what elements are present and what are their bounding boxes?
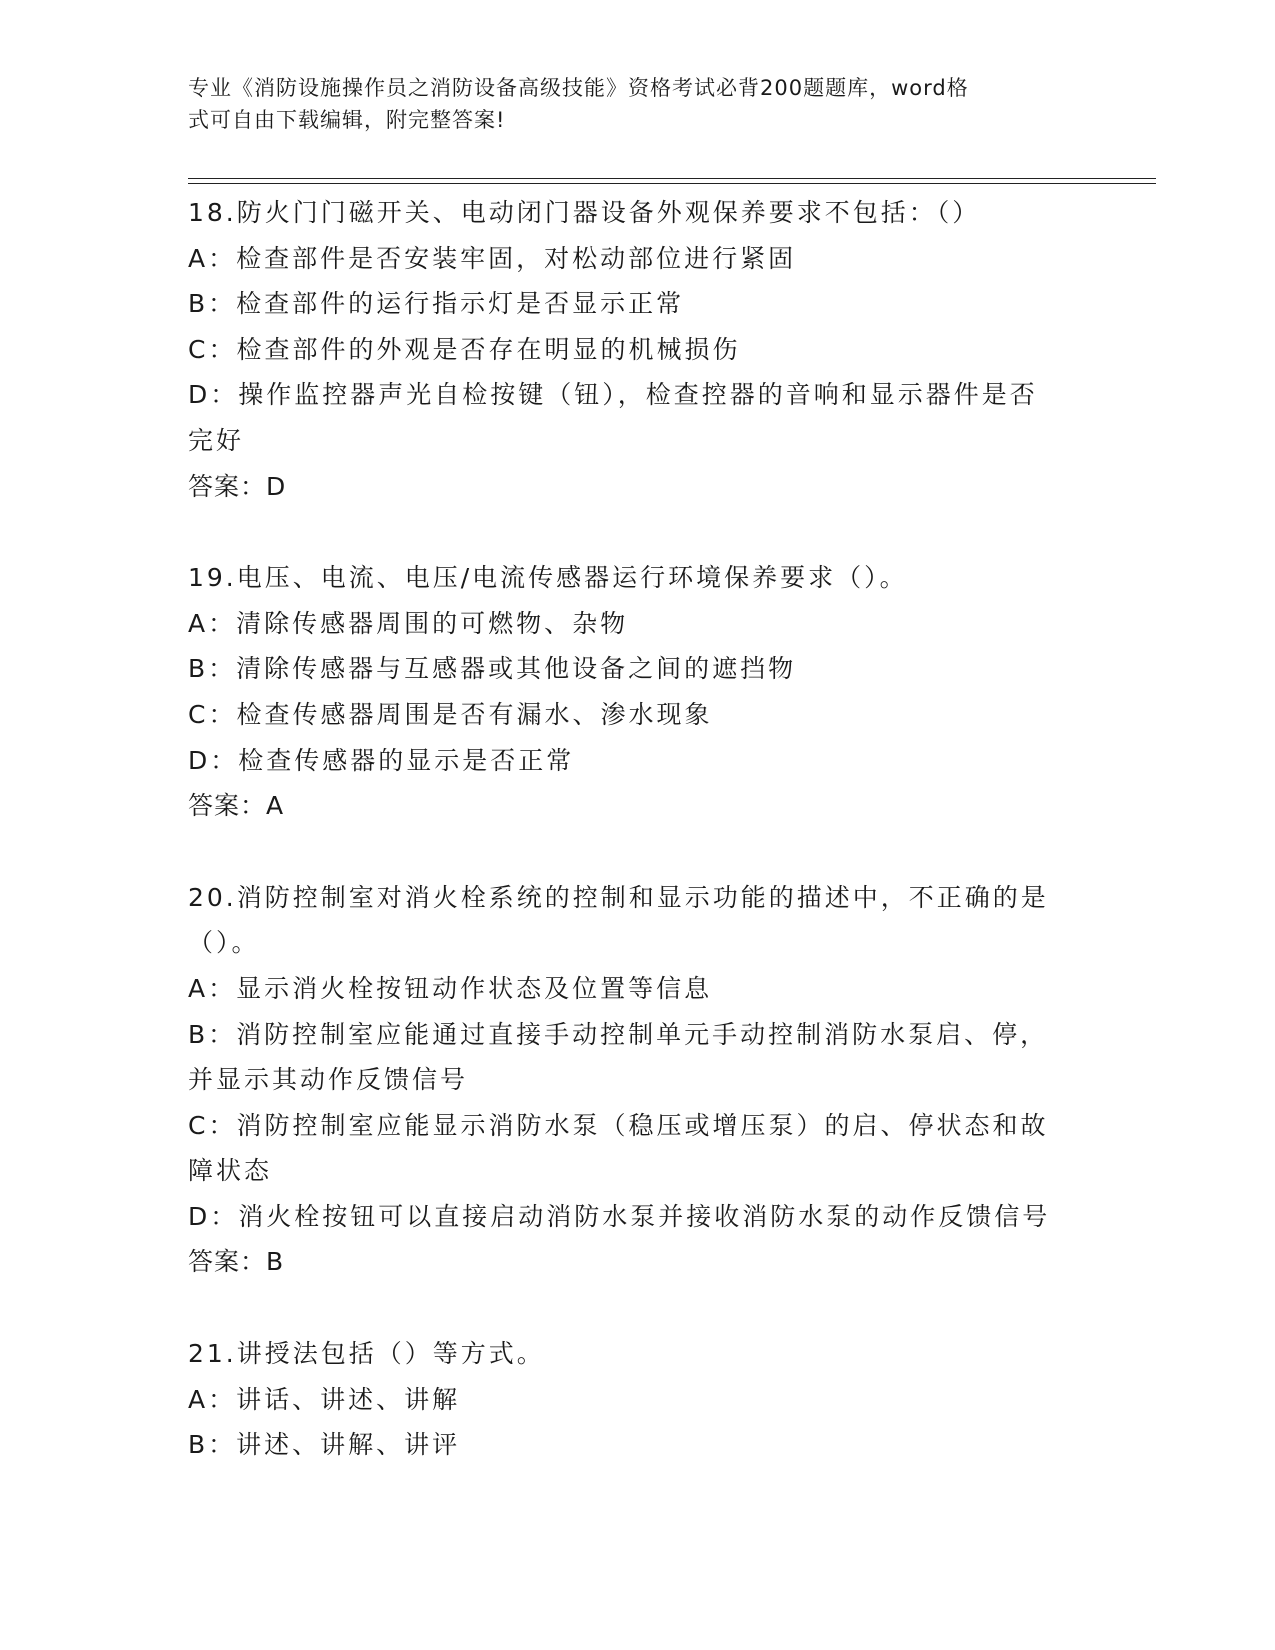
answer-option: C：检查传感器周围是否有漏水、渗水现象 xyxy=(188,699,713,729)
header-divider-bottom xyxy=(188,183,1156,184)
question-list xyxy=(188,190,1088,1514)
answer-option: 并显示其动作反馈信号 xyxy=(188,1065,469,1095)
answer-key: 答案：A xyxy=(188,791,285,821)
answer-option: 完好 xyxy=(188,425,245,455)
answer-option: A：检查部件是否安装牢固，对松动部位进行紧固 xyxy=(188,243,797,273)
answer-option: D：消火栓按钮可以直接启动消防水泵并接收消防水泵的动作反馈信号 xyxy=(188,1201,1051,1231)
answer-option: A：显示消火栓按钮动作状态及位置等信息 xyxy=(188,973,713,1003)
question-block xyxy=(188,555,1088,829)
header-line-1: 专业《消防设施操作员之消防设备高级技能》资格考试必背200题题库，word格 xyxy=(188,76,969,100)
question-stem: 19.电压、电流、电压/电流传感器运行环境保养要求（）。 xyxy=(188,563,908,593)
question-stem: 20.消防控制室对消火栓系统的控制和显示功能的描述中，不正确的是 xyxy=(188,882,1049,912)
answer-option: B：清除传感器与互感器或其他设备之间的遮挡物 xyxy=(188,654,797,684)
header-divider-top xyxy=(188,178,1156,179)
question-block xyxy=(188,875,1088,1285)
question-block xyxy=(188,190,1088,509)
answer-option: 障状态 xyxy=(188,1156,273,1186)
answer-option: B：讲述、讲解、讲评 xyxy=(188,1430,461,1460)
answer-option: A：讲话、讲述、讲解 xyxy=(188,1384,461,1414)
header-line-2: 式可自由下载编辑，附完整答案! xyxy=(188,108,506,132)
answer-option: C：检查部件的外观是否存在明显的机械损伤 xyxy=(188,334,741,364)
answer-option: D：检查传感器的显示是否正常 xyxy=(188,745,575,775)
document-header xyxy=(188,72,1068,136)
answer-option: D：操作监控器声光自检按键（钮），检查控器的音响和显示器件是否 xyxy=(188,380,1038,410)
question-stem: 18.防火门门磁开关、电动闭门器设备外观保养要求不包括：（） xyxy=(188,198,981,227)
answer-option: B：消防控制室应能通过直接手动控制单元手动控制消防水泵启、停， xyxy=(188,1019,1049,1049)
answer-option: B：检查部件的运行指示灯是否显示正常 xyxy=(188,289,685,319)
answer-key: 答案：B xyxy=(188,1247,285,1277)
answer-option: A：清除传感器周围的可燃物、杂物 xyxy=(188,608,629,638)
question-stem: （）。 xyxy=(188,928,260,958)
question-stem: 21.讲授法包括（）等方式。 xyxy=(188,1339,545,1369)
question-block xyxy=(188,1331,1088,1468)
answer-key: 答案：D xyxy=(188,471,287,501)
answer-option: C：消防控制室应能显示消防水泵（稳压或增压泵）的启、停状态和故 xyxy=(188,1110,1049,1140)
